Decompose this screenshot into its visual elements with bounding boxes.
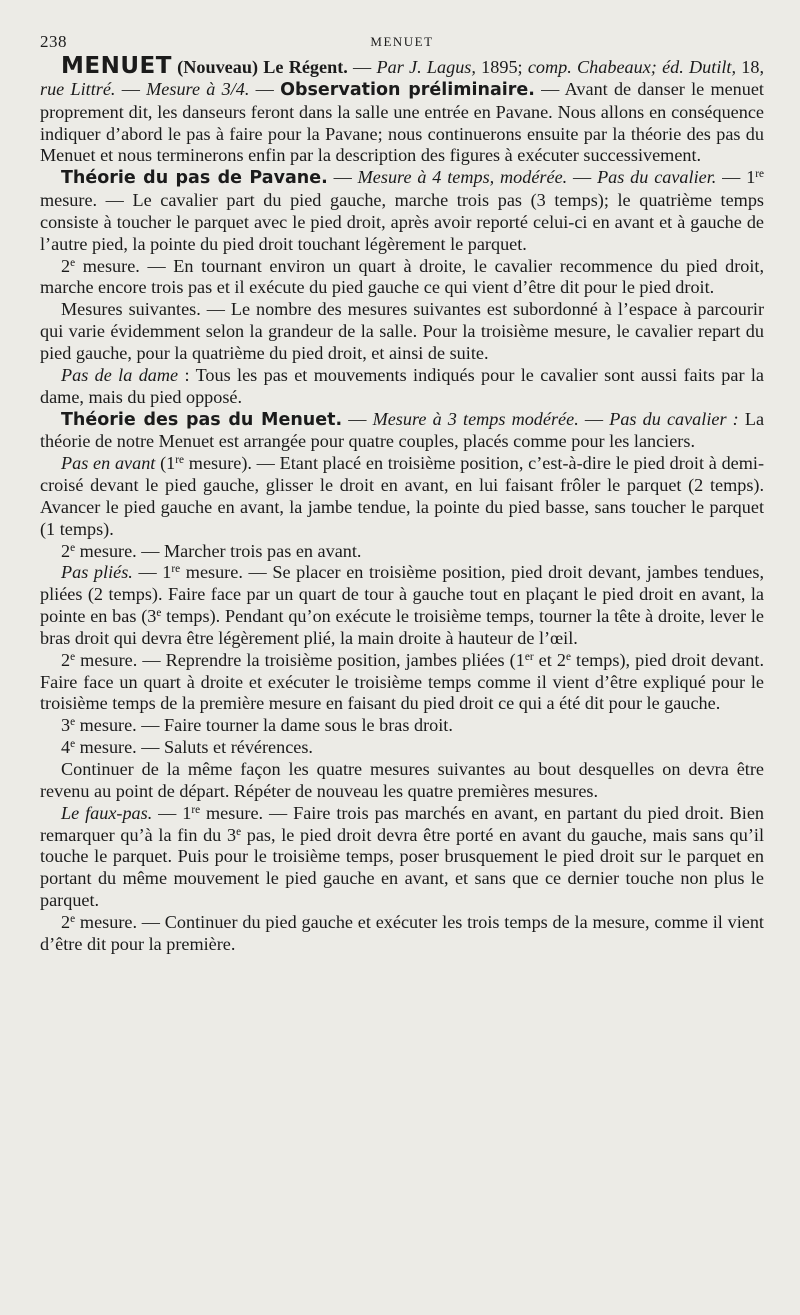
- menuet-heading: Théorie des pas du Menuet.: [61, 409, 343, 430]
- dash: —: [567, 167, 592, 188]
- superscript: e: [70, 256, 76, 269]
- superscript: e: [70, 541, 76, 554]
- meter: Mesure à 3/4.: [146, 78, 250, 99]
- measure-number: 3: [61, 715, 71, 736]
- false-step: [40, 803, 764, 912]
- measure-number: 2: [61, 540, 71, 561]
- running-head: [40, 30, 764, 56]
- measure-number: 1: [182, 802, 192, 823]
- bent-steps-measure-4: [40, 737, 764, 759]
- title-dash-2: —: [115, 78, 147, 99]
- false-step-text: pas, le pied droit devra être porté en avant du gauche, mais sans qu’il touche le parquet. Puis pour le troisième temps, poser brusquement le pied droit sur le parquet en portant du même mouvement le pied gauche en avant, et sans que ce dernier touche non plus le parquet.: [40, 824, 764, 911]
- measure-number: 1: [746, 167, 756, 188]
- bent-steps-label: Pas pliés.: [61, 562, 133, 583]
- superscript: e: [70, 650, 76, 663]
- measure-number: 1: [162, 562, 172, 583]
- address-number: 18,: [736, 57, 765, 77]
- false-step-measure-2: [40, 912, 764, 956]
- dash: —: [716, 167, 747, 188]
- pavane-lady-steps: [40, 365, 764, 409]
- step-forward-label: Pas en avant: [61, 453, 156, 474]
- bent-steps-measure-4-text: mesure. — Saluts et révérences.: [75, 737, 313, 758]
- dash: —: [152, 802, 183, 823]
- author: Par J. Lagus,: [376, 57, 476, 77]
- superscript: er: [524, 650, 534, 663]
- bent-steps-measure-2-text: mesure. — Reprendre la troisième position, jambes pliées (1: [75, 649, 525, 670]
- superscript: e: [70, 912, 76, 925]
- entry-subtitle: (Nouveau) Le Régent.: [171, 57, 348, 77]
- measure-number: 2: [61, 255, 71, 276]
- menuet-meter: Mesure à 3 temps modérée.: [372, 408, 579, 429]
- bent-steps-measure-3-text: mesure. — Faire tourner la dame sous le bras droit.: [75, 715, 453, 736]
- superscript: e: [70, 716, 76, 729]
- composer-publisher: comp. Chabeaux; éd. Dutilt,: [527, 57, 737, 77]
- title-dash: —: [347, 57, 377, 77]
- false-step-measure-2-text: mesure. — Continuer du pied gauche et exécuter les trois temps de la mesure, comme il vient d’être dit pour la première.: [40, 911, 764, 954]
- dash: —: [327, 167, 358, 188]
- false-step-text: mesure. — Faire trois pas marchés en avant, en partant du pied droit. Bien remarquer qu’à la fin du 3: [40, 802, 764, 845]
- lady-steps-label: Pas de la dame: [61, 364, 179, 385]
- step-forward-measure-2: [40, 541, 764, 563]
- body-text: [40, 53, 765, 956]
- pavane-measure-1-text: mesure. — Le cavalier part du pied gauche, marche trois pas (3 temps); le quatrième temps consiste à toucher le parquet avec le pied droit, après avoir reporté celui-ci en avant et à gauche de l’autre pied, la pointe du pied droit touchant légèrement le parquet.: [40, 190, 764, 254]
- superscript: re: [171, 563, 181, 576]
- superscript: e: [70, 737, 76, 750]
- entry-title-paragraph: [40, 53, 765, 167]
- bent-steps: [40, 562, 764, 649]
- step-forward-text: mesure). — Etant placé en troisième position, c’est-à-dire le pied droit à demi-croisé devant le pied gauche, glisser le droit en avant, en lui faisant frôler le parquet (2 temps). Avancer le pied gauche en avant, la jambe tendue, la pointe du pied basse, sans toucher le parquet (1 temps).: [40, 453, 764, 539]
- superscript: re: [175, 453, 185, 466]
- measure-number: 4: [61, 737, 71, 758]
- bent-steps-text: temps). Pendant qu’on exécute le troisième temps, tourner la tête à droite, lever le bras droit qui devra être légèrement plié, la main droite à hauteur de l’œil.: [40, 606, 764, 648]
- bent-steps-measure-2-text: et 2: [533, 649, 566, 670]
- entry-title: MENUET: [61, 53, 172, 79]
- page-number: 238: [40, 32, 67, 51]
- running-title: MENUET: [370, 34, 434, 49]
- step-forward: [40, 453, 764, 540]
- pavane-measure-2: [40, 256, 764, 300]
- bent-steps-measure-2-text: temps), pied droit devant. Faire face un quart à droite et exécuter le troisième temps comme il vient d’être expliqué pour le troisième temps de la première mesure en faisant du pied droit ce qui a été dit pour le gauche.: [40, 649, 764, 714]
- superscript: e: [565, 650, 571, 663]
- lady-steps-text: : Tous les pas et mouvements indiqués pour le cavalier sont aussi faits par la dame, mais du pied opposé.: [40, 364, 764, 407]
- dash: —: [342, 408, 373, 429]
- menuet-cavalier-label: Pas du cavalier :: [609, 408, 739, 429]
- dash: —: [578, 408, 604, 429]
- pavane-heading-paragraph: [40, 167, 764, 255]
- pavane-following-measures: Mesures suivantes. — Le nombre des mesures suivantes est subordonné à l’espace à parcourir qui varie évidemment selon la grandeur de la salle. Pour la troisième mesure, le cavalier repart du pied gauche, pour la quatrième du pied droit, et ainsi de suite.: [40, 299, 764, 363]
- superscript: e: [156, 606, 162, 619]
- false-step-label: Le faux-pas.: [61, 802, 153, 823]
- measure-number: 2: [61, 911, 71, 932]
- bent-steps-text: mesure. — Se placer en troisième position, pied droit devant, jambes tendues, pliées (2 temps). Faire face par un quart de tour à gauche tout en plaçant le pied droit en avant, la pointe en bas (3: [40, 562, 764, 627]
- bent-steps-measure-2: [40, 650, 764, 716]
- intro-text: — Avant de danser le menuet proprement dit, les danseurs feront dans la salle une entrée en Pavane. Nous allons en conséquence indiquer d’abord le pas à faire pour la Pavane; nous continuerons ensuite par la théorie des pas du Menuet et nous terminerons enfin par la description des figures à exécuter successivement.: [40, 78, 764, 166]
- superscript: re: [191, 803, 201, 816]
- intro-heading: Observation préliminaire.: [280, 79, 535, 100]
- superscript: e: [236, 825, 242, 838]
- year: 1895;: [475, 57, 528, 77]
- pavane-cavalier-label: Pas du cavalier.: [597, 167, 717, 188]
- pavane-heading: Théorie du pas de Pavane.: [61, 168, 328, 189]
- menuet-cavalier-text: La théorie de notre Menuet est arrangée pour quatre couples, placés comme pour les lanciers.: [40, 408, 765, 452]
- menuet-heading-paragraph: [40, 409, 764, 454]
- continue-paragraph: Continuer de la même façon les quatre mesures suivantes au bout desquelles on devra être revenu au point de départ. Répéter de nouveau les quatre premières mesures.: [40, 759, 764, 801]
- dash: —: [132, 562, 163, 583]
- title-dash-3: —: [249, 78, 281, 99]
- measure-number: 2: [61, 649, 71, 670]
- superscript: re: [755, 168, 765, 181]
- step-forward-measure-2-text: mesure. — Marcher trois pas en avant.: [75, 540, 362, 561]
- measure-number: (1: [155, 453, 176, 474]
- pavane-measure-2-text: mesure. — En tournant environ un quart à droite, le cavalier recommence du pied droit, marche encore trois pas et il exécute du pied gauche ce qui vient d’être dit pour le pied droit.: [40, 255, 764, 298]
- address-street: rue Littré.: [40, 78, 116, 99]
- pavane-meter: Mesure à 4 temps, modérée.: [357, 167, 568, 188]
- bent-steps-measure-3: [40, 715, 764, 737]
